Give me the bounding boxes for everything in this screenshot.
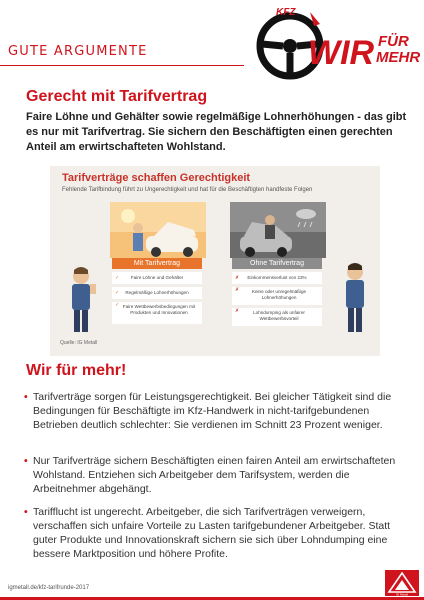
with-item-2: ✓ Regelmäßige Lohnerhöhungen	[112, 287, 202, 299]
cross-icon: ✗	[235, 308, 240, 314]
thumbs-up-mechanic-illustration	[64, 266, 98, 334]
infographic-title: Tarifverträge schaffen Gerechtigkeit	[62, 172, 251, 184]
logo-fuer-text: FÜR	[378, 33, 409, 50]
argument-paragraph: • Nur Tarifverträge sichern Beschäftigten einen fairen Anteil am erwirtschafteten Wohlstand. Entziehen sich Arbeitgeber dem Tarifsystem, werden die Arbeitnehmer abgehängt.	[24, 455, 396, 495]
intro-body: Faire Löhne und Gehälter sowie regelmäßige Lohnerhöhungen - das gibt es nur mit Tarifvertrag. Sie sichern den Beschäftigten einen gerechten Anteil am erwirtschafteten Wohlstand.	[26, 111, 407, 153]
ig-metall-logo	[385, 570, 419, 596]
sunny-car-illustration	[110, 202, 206, 258]
cross-icon: ✗	[235, 287, 240, 293]
section-title: Wir für mehr!	[26, 362, 127, 379]
with-item-1: ✓ Faire Löhne und Gehälter	[112, 272, 202, 284]
check-icon: ✓	[115, 302, 120, 308]
logo-wir-text: WIR	[308, 34, 375, 72]
bullet: •	[24, 455, 28, 467]
check-icon: ✓	[115, 275, 120, 281]
logo-mehr-text: MEHR	[376, 49, 421, 66]
rain-cloud-icon	[296, 209, 316, 219]
infographic-source: Quelle: IG Metall	[60, 340, 98, 346]
check-icon: ✓	[115, 290, 120, 296]
argument-paragraph: • Tarifverträge sorgen für Leistungsgerechtigkeit. Bei gleicher Tätigkeit sind die Bedingungen für Beschäftigte im Kfz-Handwerk in nicht-tarifgebundenen Betrieben deutlich schlechter: Sie verdienen im Schnitt 23 Prozent weniger.	[24, 391, 392, 431]
header-rule	[0, 65, 244, 66]
infographic	[50, 166, 380, 356]
sad-mechanic-illustration	[338, 262, 372, 334]
without-contract-heading: Ohne Tarifvertrag	[232, 258, 322, 269]
with-contract-heading: Mit Tarifvertrag	[112, 258, 202, 269]
with-item-3: ✓ Faire Wettbewerbsbedingungen mit Produkten und Innovationen	[112, 302, 202, 324]
without-item-2: ✗ Keine oder unregelmäßige Lohnerhöhungen	[232, 287, 322, 305]
ig-metall-logo-text: IG Metall	[395, 592, 409, 596]
logo-kfz-text: KFZ	[276, 7, 296, 18]
infographic-subtitle: Fehlende Tarifbindung führt zu Ungerechtigkeit und hat für die Beschäftigten handfeste Folgen	[62, 187, 313, 193]
footer-url[interactable]: igmetall.de/kfz-tarifrunde-2017	[8, 585, 90, 591]
rainy-car-illustration	[230, 202, 326, 258]
sun-icon	[121, 209, 135, 223]
section-label: GUTE ARGUMENTE	[8, 44, 148, 59]
bullet: •	[24, 391, 28, 403]
cross-icon: ✗	[235, 275, 240, 281]
intro-title: Gerecht mit Tarifvertrag	[26, 88, 208, 105]
without-item-1: ✗ Einkommensverlust von 23%	[232, 272, 322, 284]
without-item-3: ✗ Lohndumping als unfairer Wettbewerbsvorteil	[232, 308, 322, 326]
argument-paragraph: • Tarifflucht ist ungerecht. Arbeitgeber, die sich Tarifverträgen verweigern, verschaffen sich unfaire Vorteile zu Lasten tarifgebundener Arbeitgeber. Statt guter Produkte und Innovationskraft sichern sie sich über Lohndumping eine bessere Marktposition und höhere Profite.	[24, 506, 391, 560]
bullet: •	[24, 506, 28, 518]
wir-fuer-mehr-logo	[250, 2, 422, 82]
